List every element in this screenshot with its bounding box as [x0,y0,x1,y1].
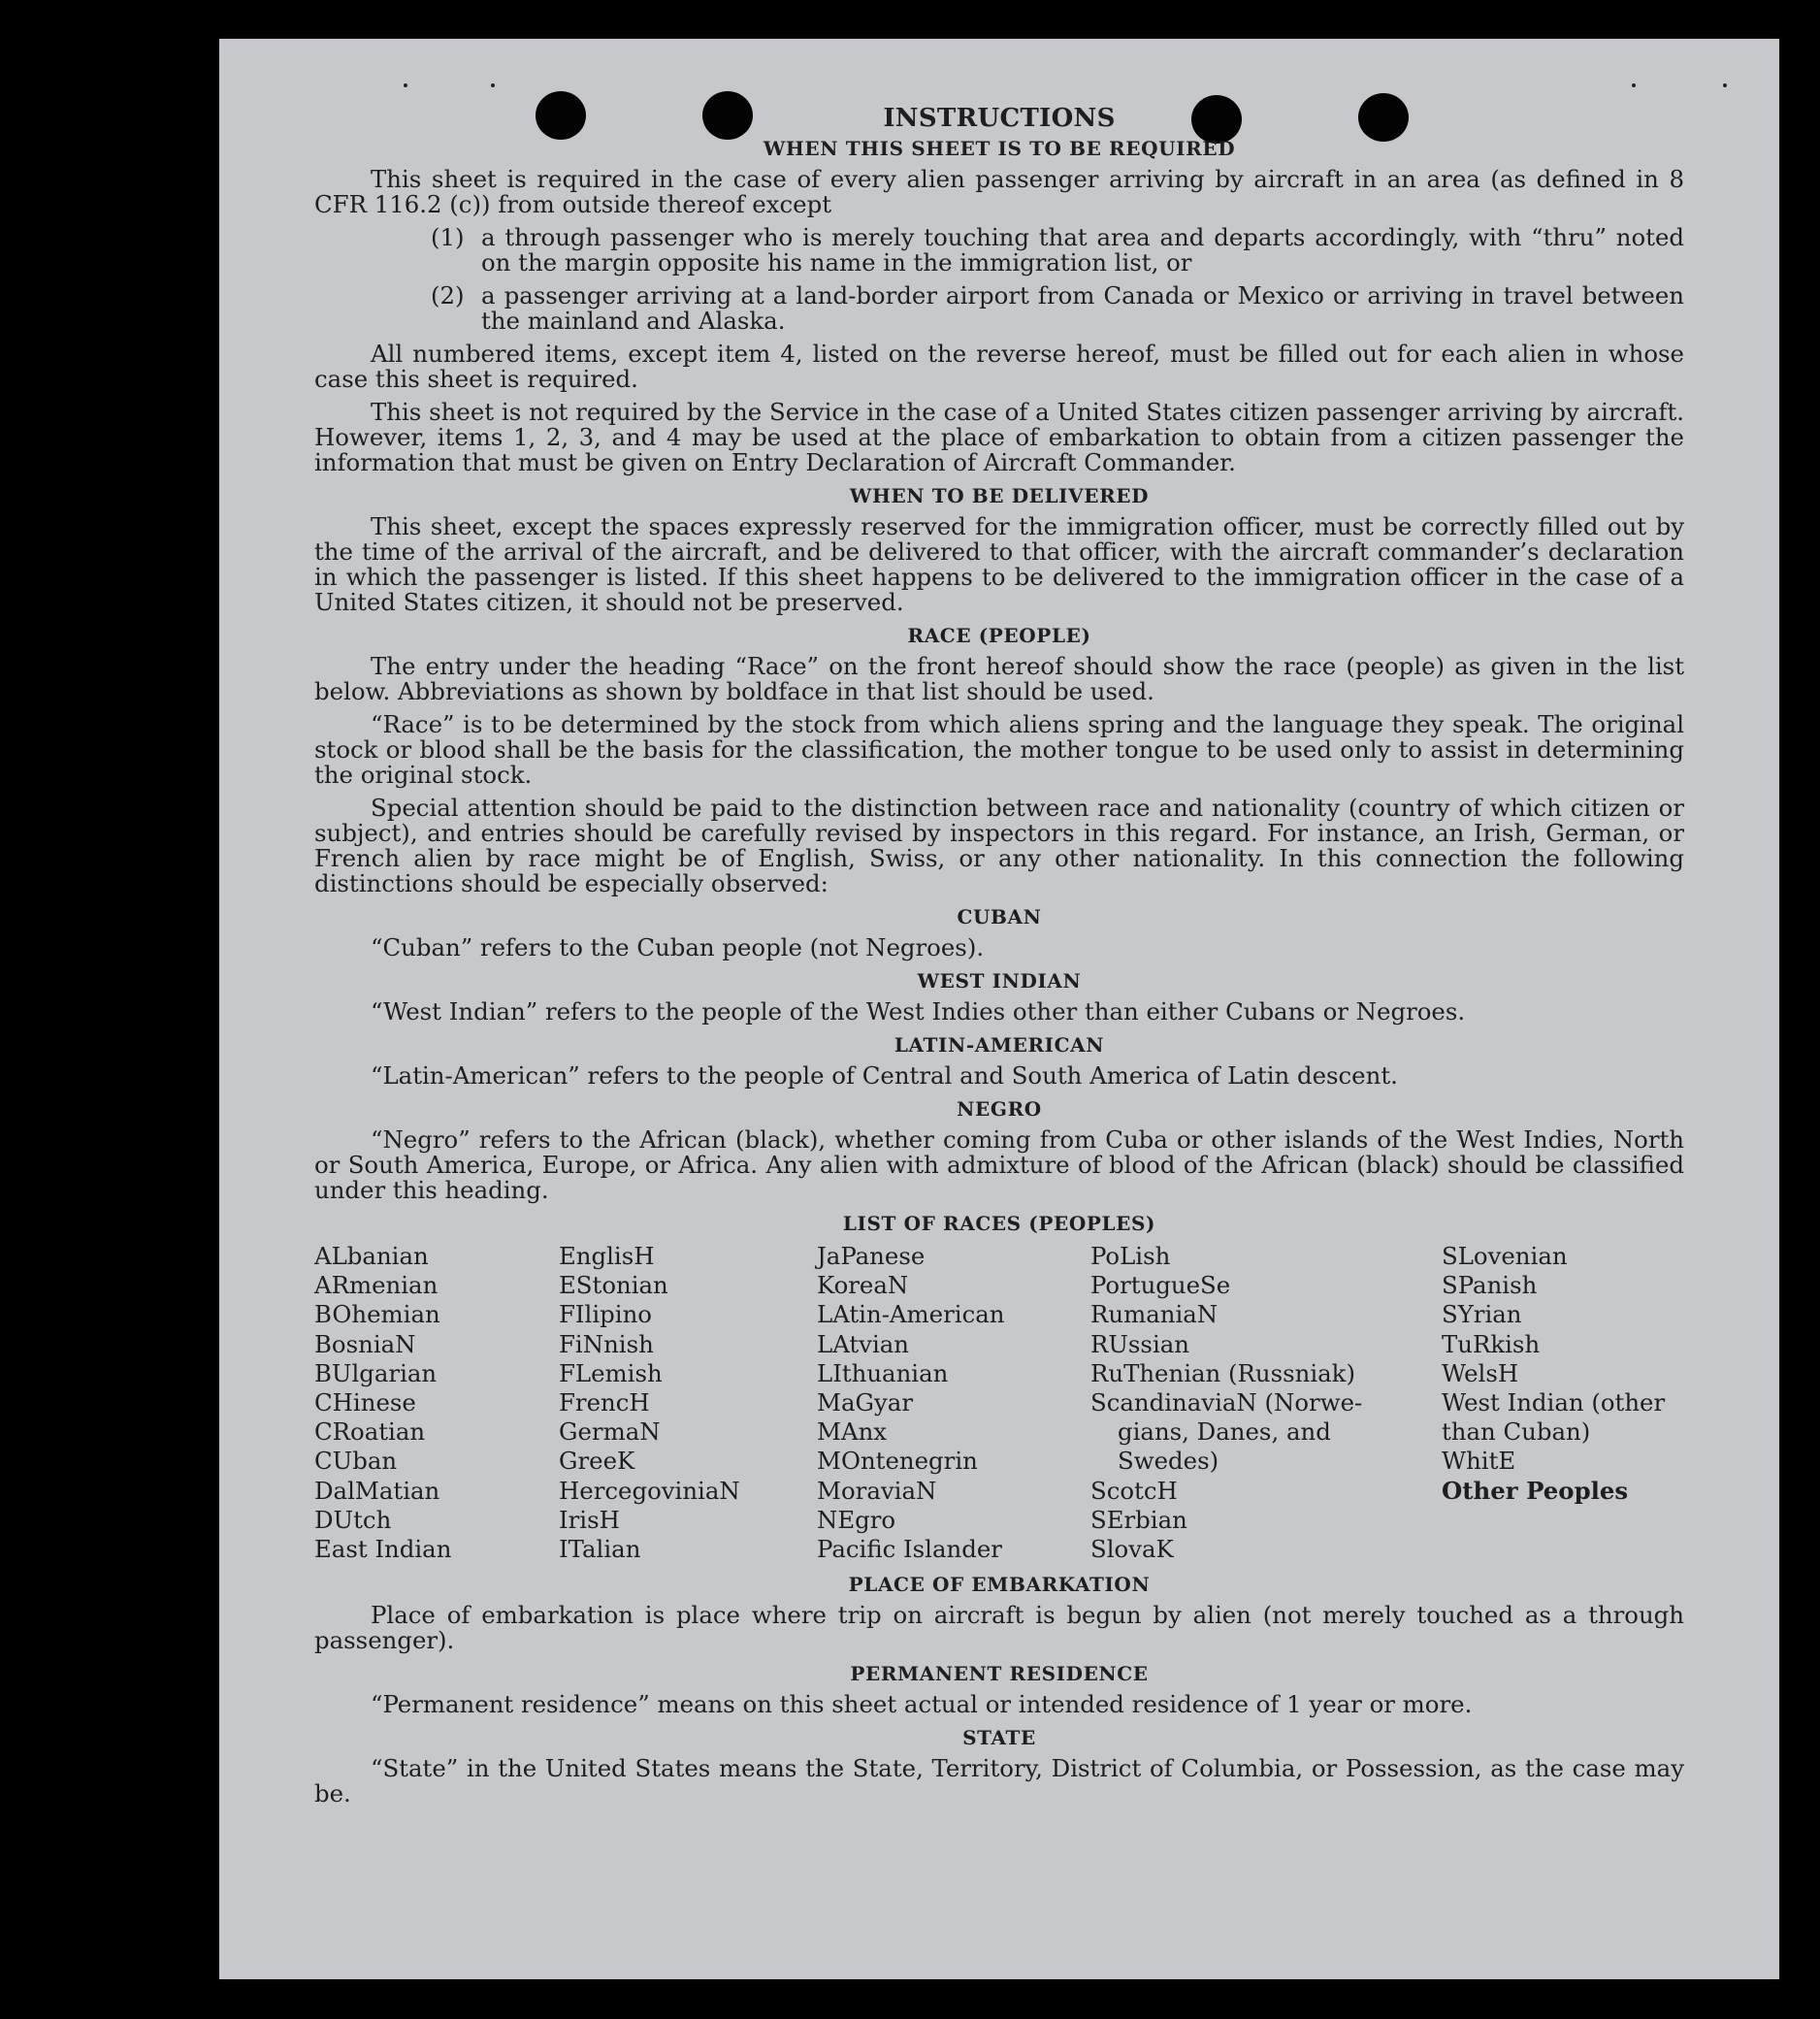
race-list [314,1242,1684,1564]
exception-text: a passenger arriving at a land-border airport from Canada or Mexico or arriving in travel between the mainland and Alaska. [481,281,1684,335]
paragraph-race-entry: The entry under the heading “Race” on the front hereof should show the race (people) as given in the list below. Abbreviations as shown by boldface in that list should be used. [314,652,1684,705]
paragraph-citizen-passenger: This sheet is not required by the Service in the case of a United States citizen passenger arriving by aircraft. However, items 1, 2, 3, and 4 may be used at the place of embarkation to obtain from a citizen passenger the information that must be given on Entry Declaration of Aircraft Commander. [314,398,1684,476]
paragraph-numbered-items: All numbered items, except item 4, listed on the reverse hereof, must be filled out for each alien in whose case this sheet is required. [314,340,1684,393]
race-entry: WelsH [1442,1358,1519,1387]
race-entry: SLovenian [1442,1242,1568,1270]
heading-embarkation: PLACE OF EMBARKATION [848,1573,1151,1597]
paragraph-race-stock: “Race” is to be determined by the stock from which aliens spring and the language they speak. The original stock or blood shall be the basis for the classification, the mother tongue to be used only to assist in determining the original stock. [314,710,1684,789]
race-entry: ITalian [559,1535,641,1564]
dust-speck [404,83,407,87]
race-entry: RuThenian (Russniak) [1090,1358,1355,1387]
paragraph-race-nationality: Special attention should be paid to the distinction between race and nationality (country of which citizen or subject), and entries should be carefully revised by inspectors in this regard. For instance, an Irish, German, or French alien by race might be of English, Swiss, or any other nationality. In this connection the following distinctions should be especially observed: [314,794,1684,897]
exception-number: (1) [431,223,465,251]
race-entry: MAnx [817,1417,888,1447]
race-entry: Pacific Islander [817,1535,1002,1564]
race-entry: BosniaN [314,1329,416,1358]
race-entry: RumaniaN [1090,1300,1219,1329]
race-entry: LAtin-American [817,1300,1005,1329]
race-entry: FLemish [559,1358,663,1387]
paragraph-required-intro: This sheet is required in the case of every alien passenger arriving by aircraft in an area (as defined in 8 CFR 116.2 (c)) from outside thereof except [314,165,1684,218]
page-title: INSTRUCTIONS [883,104,1116,133]
race-entry: PortugueSe [1090,1271,1231,1300]
heading-race: RACE (PEOPLE) [907,624,1091,647]
race-entry: MoraviaN [817,1476,937,1505]
exception-text: a through passenger who is merely touching that area and departs accordingly, with “thru” noted on the margin opposite his name in the immigration list, or [481,223,1684,277]
race-entry: DUtch [314,1505,392,1534]
race-entry: ARmenian [314,1271,439,1300]
race-entry: SPanish [1442,1271,1538,1300]
race-entry: RUssian [1090,1329,1190,1358]
definition-latin-american: “Latin-American” refers to the people of Central and South America of Latin descent. [371,1061,1398,1090]
heading-west-indian: WEST INDIAN [917,969,1082,993]
exception-item [431,225,1684,276]
race-entry: CHinese [314,1388,416,1417]
race-entry: TuRkish [1442,1329,1541,1358]
race-entry: SlovaK [1090,1535,1174,1564]
race-entry: BOhemian [314,1300,440,1329]
race-column-2 [559,1242,817,1564]
race-entry: EnglisH [559,1242,655,1270]
race-entry-continued: than Cuban) [1442,1417,1591,1447]
definition-cuban: “Cuban” refers to the Cuban people (not Negroes). [371,933,985,961]
heading-when-delivered: WHEN TO BE DELIVERED [849,484,1150,507]
race-entry: SErbian [1090,1505,1187,1534]
race-entry: IrisH [559,1505,620,1534]
heading-state: STATE [962,1726,1036,1750]
race-entry: FiNnish [559,1329,654,1358]
heading-when-required: WHEN THIS SHEET IS TO BE REQUIRED [763,137,1236,160]
race-entry: West Indian (other [1442,1388,1666,1417]
exception-number: (2) [431,281,465,309]
dust-speck [1632,83,1636,87]
race-entry: JaPanese [817,1242,926,1270]
race-entry: CUban [314,1447,398,1476]
race-entry: PoLish [1090,1242,1171,1270]
race-entry: EStonian [559,1271,668,1300]
race-entry: NEgro [817,1505,896,1534]
instructions-content [314,101,1684,1814]
race-entry: CRoatian [314,1417,426,1447]
definition-embarkation: Place of embarkation is place where trip on aircraft is begun by alien (not merely touched as a through passenger). [314,1601,1684,1655]
race-entry: GreeK [559,1447,635,1476]
race-entry: BUlgarian [314,1358,438,1387]
definition-permanent-residence: “Permanent residence” means on this sheet actual or intended residence of 1 year or more. [371,1690,1473,1719]
race-column-5 [1442,1242,1684,1564]
race-entry: WhitE [1442,1447,1516,1476]
definition-west-indian: “West Indian” refers to the people of the West Indies other than either Cubans or Negroes. [371,997,1466,1026]
race-entry: MaGyar [817,1388,913,1417]
race-entry: DalMatian [314,1476,440,1505]
heading-latin-american: LATIN-AMERICAN [894,1033,1105,1057]
race-entry: Other Peoples [1442,1476,1629,1505]
race-entry-continued: gians, Danes, and [1118,1417,1331,1447]
race-entry: GermaN [559,1417,661,1447]
race-column-1 [314,1242,559,1564]
dust-speck [491,83,495,87]
paragraph-delivery: This sheet, except the spaces expressly reserved for the immigration officer, must be correctly filled out by the time of the arrival of the aircraft, and be delivered to that officer, with the aircraft commander’s declaration in which the passenger is listed. If this sheet happens to be delivered to the immigration officer in the case of a United States citizen, it should not be preserved. [314,512,1684,616]
race-entry: FIlipino [559,1300,652,1329]
definition-state: “State” in the United States means the State, Territory, District of Columbia, or Possession, as the case may be. [314,1754,1684,1808]
race-entry: LIthuanian [817,1358,949,1387]
dust-speck [1723,83,1727,87]
race-entry: KoreaN [817,1271,909,1300]
race-entry: ALbanian [314,1242,429,1270]
heading-list-of-races: LIST OF RACES (PEOPLES) [842,1212,1156,1235]
heading-cuban: CUBAN [957,905,1042,928]
race-entry: SYrian [1442,1300,1522,1329]
race-entry: ScandinaviaN (Norwe- [1090,1388,1363,1417]
heading-permanent-residence: PERMANENT RESIDENCE [850,1662,1149,1686]
race-entry: FrencH [559,1388,650,1417]
race-entry: East Indian [314,1535,452,1564]
race-entry: MOntenegrin [817,1447,978,1476]
race-entry-continued: Swedes) [1118,1447,1219,1476]
race-column-4 [1090,1242,1442,1564]
definition-negro: “Negro” refers to the African (black), whether coming from Cuba or other islands of the West Indies, North or South America, Europe, or Africa. Any alien with admixture of blood of the African (black) should be classified under this heading. [314,1125,1684,1204]
exception-item [431,283,1684,334]
race-entry: ScotcH [1090,1476,1178,1505]
race-column-3 [817,1242,1090,1564]
heading-negro: NEGRO [957,1097,1042,1121]
race-entry: LAtvian [817,1329,910,1358]
race-entry: HercegoviniaN [559,1476,740,1505]
